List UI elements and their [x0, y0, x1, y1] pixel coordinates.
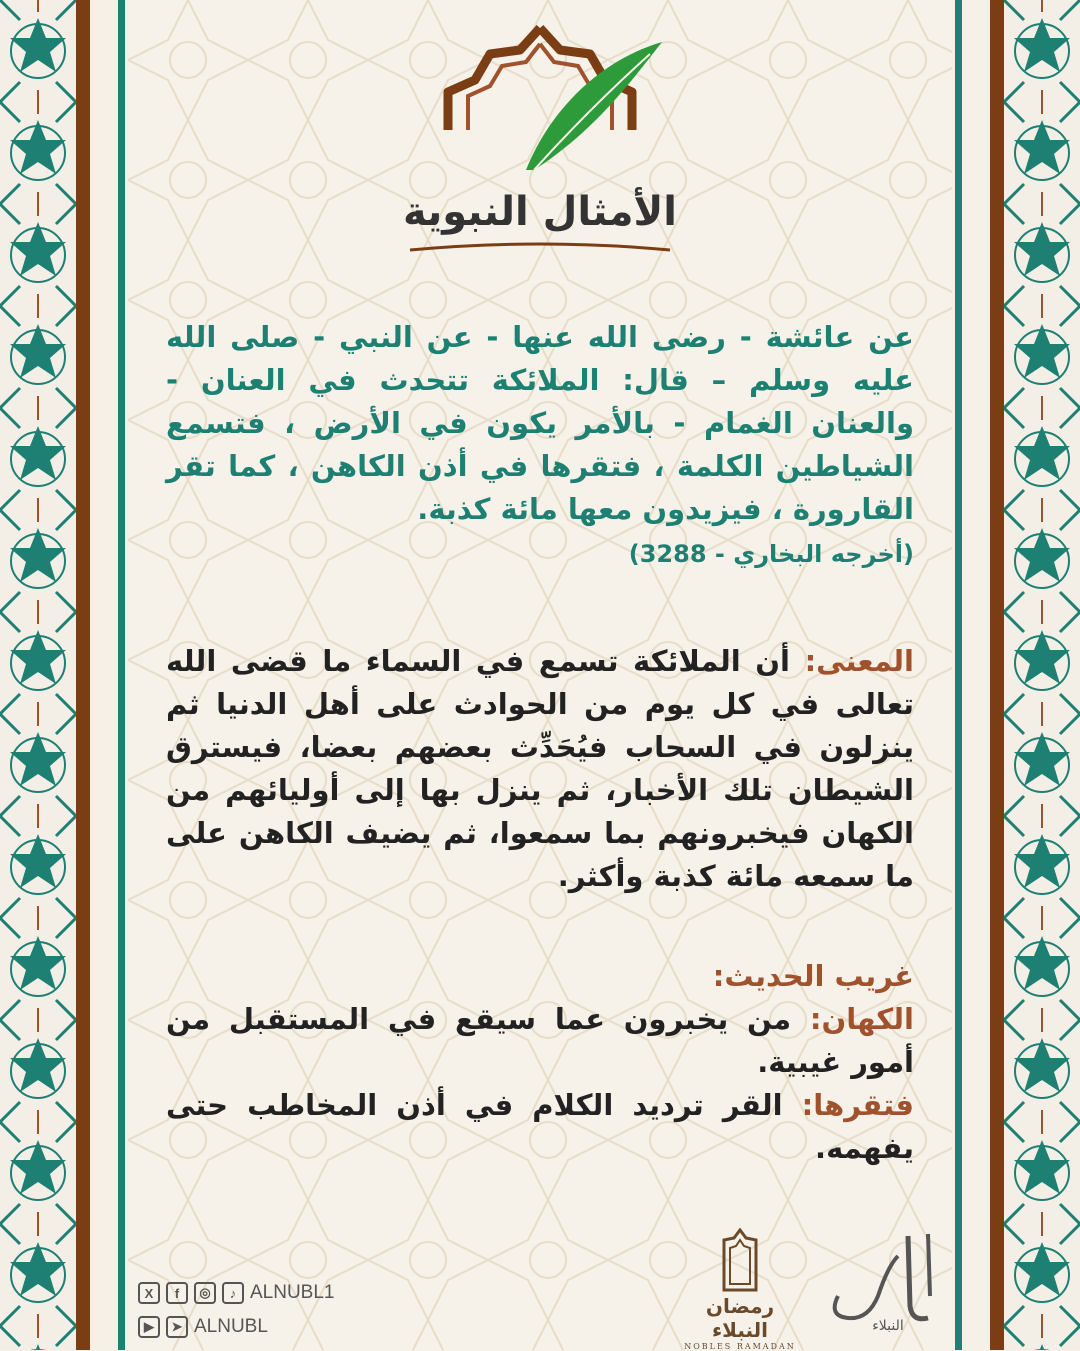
gharib-def: من يخبرون عما سيقع في المستقبل من أمور غيبية. — [166, 1002, 914, 1079]
x-icon[interactable]: X — [138, 1282, 160, 1304]
gharib-list — [166, 998, 914, 1170]
facebook-icon[interactable]: f — [166, 1282, 188, 1304]
logo — [400, 20, 680, 260]
nobles-ramadan-logo — [680, 1228, 800, 1351]
gharib-term: فتقرها: — [801, 1088, 914, 1122]
social-handle-1[interactable]: ALNUBL1 — [250, 1282, 335, 1303]
meaning-text: أن الملائكة تسمع في السماء ما قضى الله تعالى في كل يوم من الحوادث على أهل الدنيا ثم ينزلون في السحاب فيُحَدِّث بعضهم بعضا، فيسترق الشيطان تلك الأخبار، ثم ينزل بها إلى أوليائهم من الكهان فيخبرونهم بما سمعوا، ثم يضيف الكاهن على ما سمعه مائة كذبة وأكثر. — [166, 644, 914, 893]
right-teal-line — [955, 0, 962, 1350]
gharib-title: غريب الحديث: — [712, 959, 914, 993]
hadith-reference: (أخرجه البخاري - 3288) — [628, 540, 914, 568]
ramadan-ar-label: رمضان النبلاء — [705, 1294, 775, 1342]
hadith-text: عن عائشة - رضى الله عنها - عن النبي - صلى الله عليه وسلم – قال: الملائكة تتحدث في العنان - والعنان الغمام - بالأمر يكون في الأرض ، فتسمع الشياطين الكلمة ، فتقرها في أذن الكاهن ، كما تقر القارورة ، فيزيدون معها مائة كذبة. — [166, 320, 914, 526]
social-row-1 — [138, 1282, 335, 1304]
social-handle-2[interactable]: ALNUBL — [194, 1316, 268, 1337]
logo-title: الأمثال النبوية — [403, 189, 677, 235]
social-row-2 — [138, 1316, 268, 1338]
gharib-term: الكهان: — [809, 1002, 914, 1036]
gharib-item — [166, 1084, 914, 1170]
right-ornament-border — [1004, 0, 1080, 1350]
left-brown-band — [76, 0, 90, 1350]
left-ornament-border — [0, 0, 76, 1350]
youtube-icon[interactable]: ▶ — [138, 1316, 160, 1338]
instagram-icon[interactable]: ◎ — [194, 1282, 216, 1304]
telegram-icon[interactable]: ➤ — [166, 1316, 188, 1338]
meaning-label: المعنى: — [804, 644, 914, 678]
alnubl-logo — [818, 1226, 948, 1336]
mosque-icon — [716, 1228, 764, 1292]
tiktok-icon[interactable]: ♪ — [222, 1282, 244, 1304]
ramadan-en-label: NOBLES RAMADAN — [684, 1342, 796, 1351]
gharib-def: القر ترديد الكلام في أذن المخاطب حتى يفهمه. — [166, 1088, 914, 1165]
nubl-label: النبلاء — [872, 1318, 904, 1334]
meaning-section — [166, 640, 914, 898]
left-teal-line — [118, 0, 125, 1350]
right-brown-band — [990, 0, 1004, 1350]
gharib-item — [166, 998, 914, 1084]
